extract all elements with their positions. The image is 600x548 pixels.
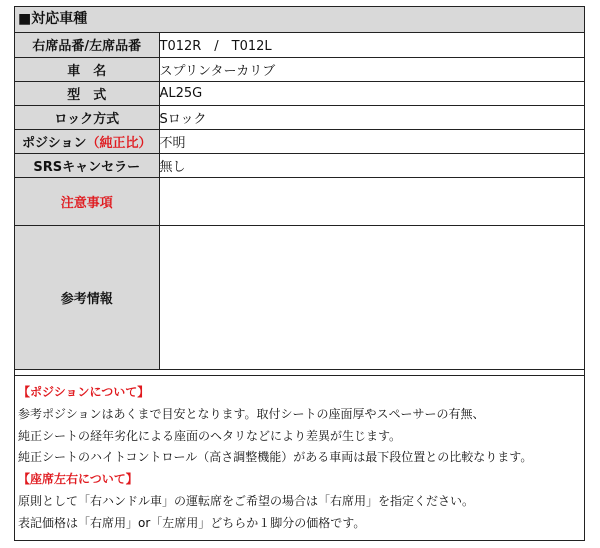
table-row — [15, 153, 584, 177]
section-title: ■対応車種 — [15, 7, 584, 33]
position-label — [15, 129, 159, 153]
seat-side-notes-heading: 【座席左右について】 — [18, 472, 138, 487]
table-row — [15, 105, 584, 129]
car-name-value: スプリンターカリブ — [159, 57, 584, 81]
position-label-note: （純正比） — [86, 135, 152, 151]
table-row — [15, 177, 584, 225]
position-note-line: 純正シートの経年劣化による座面のヘタリなどにより差異が生じます。 — [18, 428, 402, 443]
position-notes-heading: 【ポジションについて】 — [18, 385, 150, 399]
position-label-text: ポジション — [22, 135, 87, 151]
notes-section — [15, 375, 584, 540]
srs-canceller-value: 無し — [159, 153, 584, 177]
reference-info-value — [159, 225, 584, 369]
srs-canceller-label: SRSキャンセラー — [15, 153, 159, 177]
lock-type-value: Sロック — [159, 105, 584, 129]
caution-value — [159, 177, 584, 225]
part-number-value: T012R / T012L — [159, 33, 584, 57]
position-note-line: 参考ポジションはあくまで目安となります。取付シートの座面厚やスペーサーの有無、 — [18, 406, 485, 421]
lock-type-label: ロック方式 — [15, 105, 159, 129]
table-row — [15, 129, 584, 153]
table-row — [15, 33, 584, 57]
reference-info-label: 参考情報 — [15, 225, 159, 369]
model-code-value: AL25G — [159, 81, 584, 105]
table-row — [15, 57, 584, 81]
seat-side-note-line: 原則として「右ハンドル車」の運転席をご希望の場合は「右席用」を指定ください。 — [18, 493, 475, 508]
car-name-label: 車 名 — [15, 57, 159, 81]
table-row — [15, 225, 584, 369]
caution-label: 注意事項 — [15, 177, 159, 225]
position-note-line: 純正シートのハイトコントロール（高さ調整機能）がある車両は最下段位置との比較なります。 — [18, 450, 533, 465]
seat-side-note-line: 表記価格は「右席用」or「左席用」どちらか１脚分の価格です。 — [18, 515, 366, 530]
spec-table — [15, 33, 584, 370]
table-row — [15, 81, 584, 105]
compatibility-sheet — [14, 6, 585, 541]
position-value: 不明 — [159, 129, 584, 153]
model-code-label: 型 式 — [15, 81, 159, 105]
part-number-label: 右席品番/左席品番 — [15, 33, 159, 57]
